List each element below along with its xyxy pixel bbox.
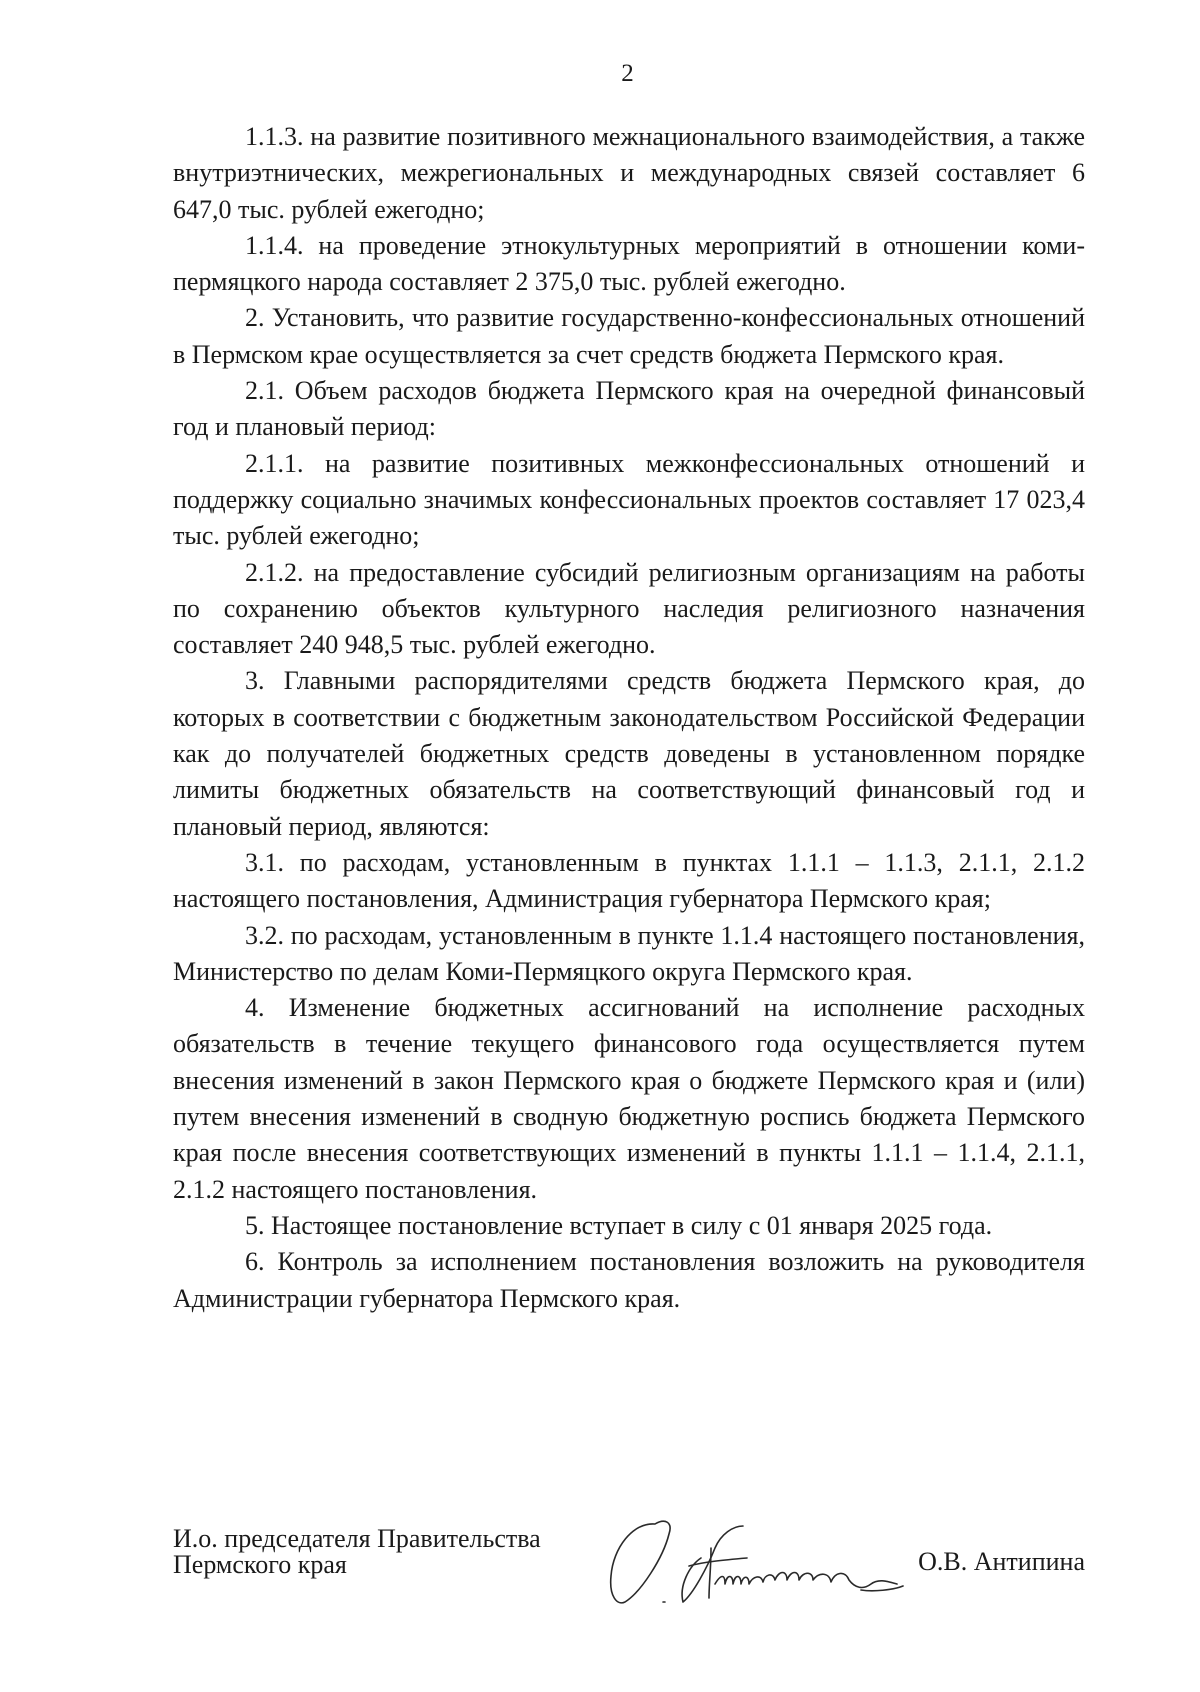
- paragraph-6: 6. Контроль за исполнением постановления возложить на руководителя Администрации губернатора Пермского края.: [173, 1247, 1085, 1313]
- document-body: [173, 119, 1085, 1317]
- paragraph-3-2: 3.2. по расходам, установленным в пункте 1.1.4 настоящего постановления, Министерство по делам Коми-Пермяцкого округа Пермского края.: [173, 920, 1085, 986]
- paragraph-2-1-2: 2.1.2. на предоставление субсидий религиозным организациям на работы по сохранению объектов культурного наследия религиозного назначения составляет 240 948,5 тыс. рублей ежегодно.: [173, 557, 1085, 660]
- paragraph-2-1: 2.1. Объем расходов бюджета Пермского края на очередной финансовый год и плановый период:: [173, 376, 1085, 442]
- paragraph-1-1-4: 1.1.4. на проведение этнокультурных мероприятий в отношении коми-пермяцкого народа составляет 2 375,0 тыс. рублей ежегодно.: [173, 230, 1085, 297]
- paragraph-1-1-3: 1.1.3. на развитие позитивного межнационального взаимодействия, а также внутриэтнических, межрегиональных и международных связей составляет 6 647,0 тыс. рублей ежегодно;: [173, 122, 1085, 224]
- paragraph-2-1-1: 2.1.1. на развитие позитивных межконфессиональных отношений и поддержку социально значимых конфессиональных проектов составляет 17 023,4 тыс. рублей ежегодно;: [173, 448, 1085, 551]
- paragraph-4: 4. Изменение бюджетных ассигнований на исполнение расходных обязательств в течение текущего финансового года осуществляется путем внесения изменений в закон Пермского края о бюджете Пермского края и (или) путем внесения изменений в сводную бюджетную роспись бюджета Пермского края после внесения соответствующих изменений в пункты 1.1.1 – 1.1.4, 2.1.1, 2.1.2 настоящего постановления.: [173, 993, 1085, 1204]
- signatory-name: О.В. Антипина: [918, 1547, 1085, 1576]
- signatory-title-line-2: Пермского края: [173, 1550, 347, 1579]
- paragraph-3-1: 3.1. по расходам, установленным в пунктах 1.1.1 – 1.1.3, 2.1.1, 2.1.2 настоящего постановления, Администрация губернатора Пермского края;: [173, 847, 1085, 914]
- paragraph-2: 2. Установить, что развитие государственно-конфессиональных отношений в Пермском крае осуществляется за счет средств бюджета Пермского края.: [173, 303, 1085, 369]
- signatory-title: [173, 1526, 541, 1578]
- signature-block: [173, 1526, 1085, 1606]
- signatory-title-line-1: И.о. председателя Правительства: [173, 1524, 541, 1553]
- paragraph-3: 3. Главными распорядителями средств бюджета Пермского края, до которых в соответствии с бюджетным законодательством Российской Федерации как до получателей бюджетных средств доведены в установленном порядке лимиты бюджетных обязательств на соответствующий финансовый год и плановый период, являются:: [173, 666, 1085, 841]
- page-number: 2: [621, 60, 634, 87]
- paragraph-5: 5. Настоящее постановление вступает в силу с 01 января 2025 года.: [245, 1210, 993, 1240]
- handwritten-signature: [603, 1518, 923, 1608]
